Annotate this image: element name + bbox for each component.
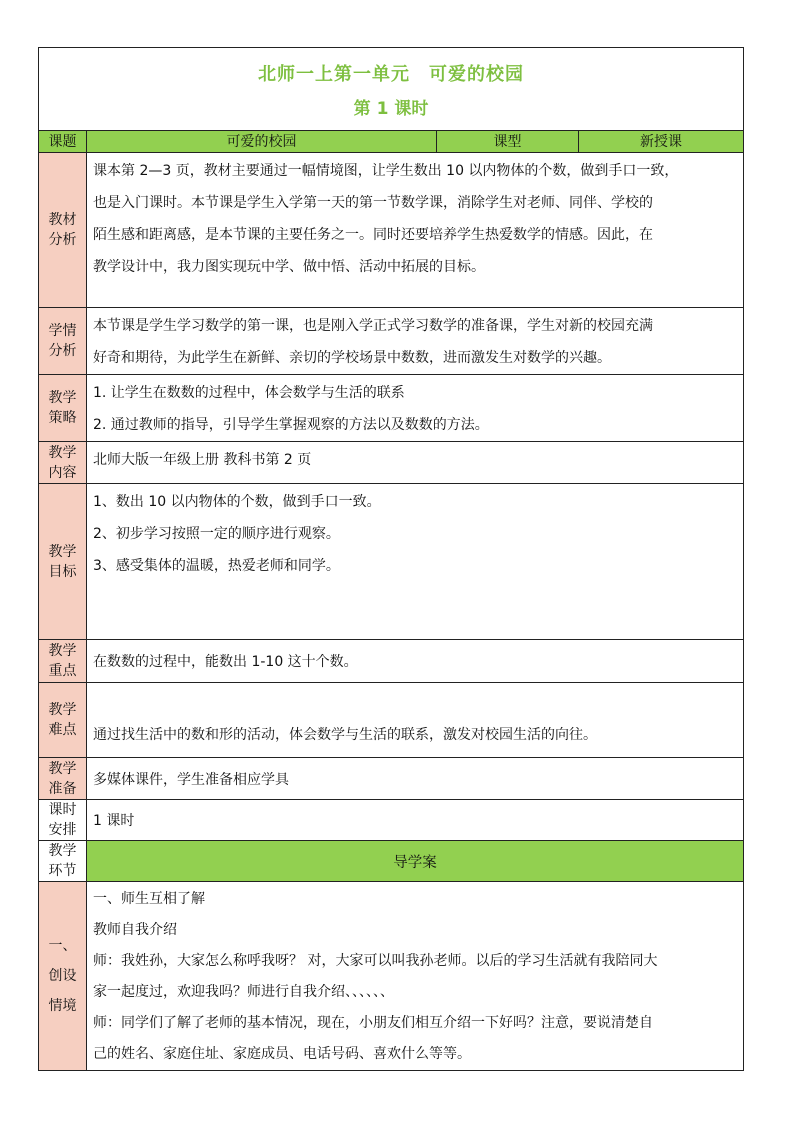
text-line: 教学设计中，我力图实现玩中学、做中悟、活动中拓展的目标。 xyxy=(93,259,485,275)
text-line: 3、感受集体的温暖，热爱老师和同学。 xyxy=(93,558,340,574)
table-row xyxy=(39,683,744,758)
row-label-section: 教学 环节 xyxy=(39,841,87,882)
table-row xyxy=(39,308,744,375)
label-line: 创设 xyxy=(48,968,77,984)
table-row xyxy=(39,442,744,484)
table-row xyxy=(39,153,744,308)
row-content-content xyxy=(87,442,744,484)
row-content-activity xyxy=(87,882,744,1071)
row-content-objectives xyxy=(87,484,744,640)
row-label-strategy: 教学 策略 xyxy=(39,375,87,442)
row-label-student-analysis: 学情 分析 xyxy=(39,308,87,375)
row-label-activity xyxy=(39,882,87,1071)
row-content-preparation xyxy=(87,758,744,800)
text-line: 也是入门课时。本节课是学生入学第一天的第一节数学课，消除学生对老师、同伴、学校的 xyxy=(93,195,653,211)
title-cell xyxy=(39,48,744,131)
row-label-preparation: 教学 准备 xyxy=(39,758,87,800)
text-line: 2、初步学习按照一定的顺序进行观察。 xyxy=(93,526,340,542)
text-line: 好奇和期待，为此学生在新鲜、亲切的学校场景中数数，进而激发生对数学的兴趣。 xyxy=(93,350,611,366)
text-line: 北师大版一年级上册 教科书第 2 页 xyxy=(93,452,312,468)
text-line: 1. 让学生在数数的过程中，体会数学与生活的联系 xyxy=(93,385,405,401)
label-line: 情境 xyxy=(48,998,77,1014)
lesson-plan-table xyxy=(38,47,744,1071)
row-content-schedule xyxy=(87,800,744,841)
text-line: 课本第 2—3 页，教材主要通过一幅情境图，让学生数出 10 以内物体的个数，做到手口一致， xyxy=(93,163,679,179)
text-line: 一、师生互相了解 xyxy=(93,891,205,907)
row-label-content: 教学 内容 xyxy=(39,442,87,484)
table-row xyxy=(39,758,744,800)
table-row xyxy=(39,640,744,683)
text-line: 2. 通过教师的指导，引导学生掌握观察的方法以及数数的方法。 xyxy=(93,417,489,433)
row-label-key-points: 教学 重点 xyxy=(39,640,87,683)
document-title: 北师一上第一单元 可爱的校园 xyxy=(258,64,524,85)
text-line: 陌生感和距离感，是本节课的主要任务之一。同时还要培养学生热爱数学的情感。因此，在 xyxy=(93,227,653,243)
table-row xyxy=(39,484,744,640)
row-label-objectives: 教学 目标 xyxy=(39,484,87,640)
text-line: 家一起度过，欢迎我吗？师进行自我介绍、、、、、、 xyxy=(93,984,394,1000)
text-line: 在数数的过程中，能数出 1-10 这十个数。 xyxy=(93,654,358,670)
text-line: 己的姓名、家庭住址、家庭成员、电话号码、喜欢什么等等。 xyxy=(93,1046,471,1062)
table-row xyxy=(39,882,744,1071)
lesson-subtitle: 第 1 课时 xyxy=(353,99,429,119)
text-line: 师：我姓孙，大家怎么称呼我呀？ 对，大家可以叫我孙老师。以后的学习生活就有我陪同大 xyxy=(93,953,658,969)
text-line: 1 课时 xyxy=(93,813,135,829)
text-line: 师：同学们了解了老师的基本情况，现在，小朋友们相互介绍一下好吗？注意，要说清楚自 xyxy=(93,1015,653,1031)
type-value: 新授课 xyxy=(579,131,744,153)
row-label-material-analysis: 教材 分析 xyxy=(39,153,87,308)
text-line: 教师自我介绍 xyxy=(93,922,177,938)
row-label-difficulties: 教学 难点 xyxy=(39,683,87,758)
row-content-key-points xyxy=(87,640,744,683)
row-label-schedule: 课时 安排 xyxy=(39,800,87,841)
table-row xyxy=(39,841,744,882)
type-label: 课型 xyxy=(437,131,579,153)
section-header: 导学案 xyxy=(87,841,744,882)
row-content-material-analysis xyxy=(87,153,744,308)
text-line: 1、数出 10 以内物体的个数，做到手口一致。 xyxy=(93,494,381,510)
topic-value: 可爱的校园 xyxy=(87,131,437,153)
label-line: 一、 xyxy=(48,938,77,954)
text-line: 多媒体课件，学生准备相应学具 xyxy=(93,771,289,788)
topic-label: 课题 xyxy=(39,131,87,153)
row-content-strategy xyxy=(87,375,744,442)
row-content-student-analysis xyxy=(87,308,744,375)
table-row xyxy=(39,375,744,442)
row-content-difficulties xyxy=(87,683,744,758)
table-row xyxy=(39,800,744,841)
text-line: 本节课是学生学习数学的第一课，也是刚入学正式学习数学的准备课，学生对新的校园充满 xyxy=(93,318,653,334)
text-line: 通过找生活中的数和形的活动，体会数学与生活的联系，激发对校园生活的向往。 xyxy=(93,727,597,743)
